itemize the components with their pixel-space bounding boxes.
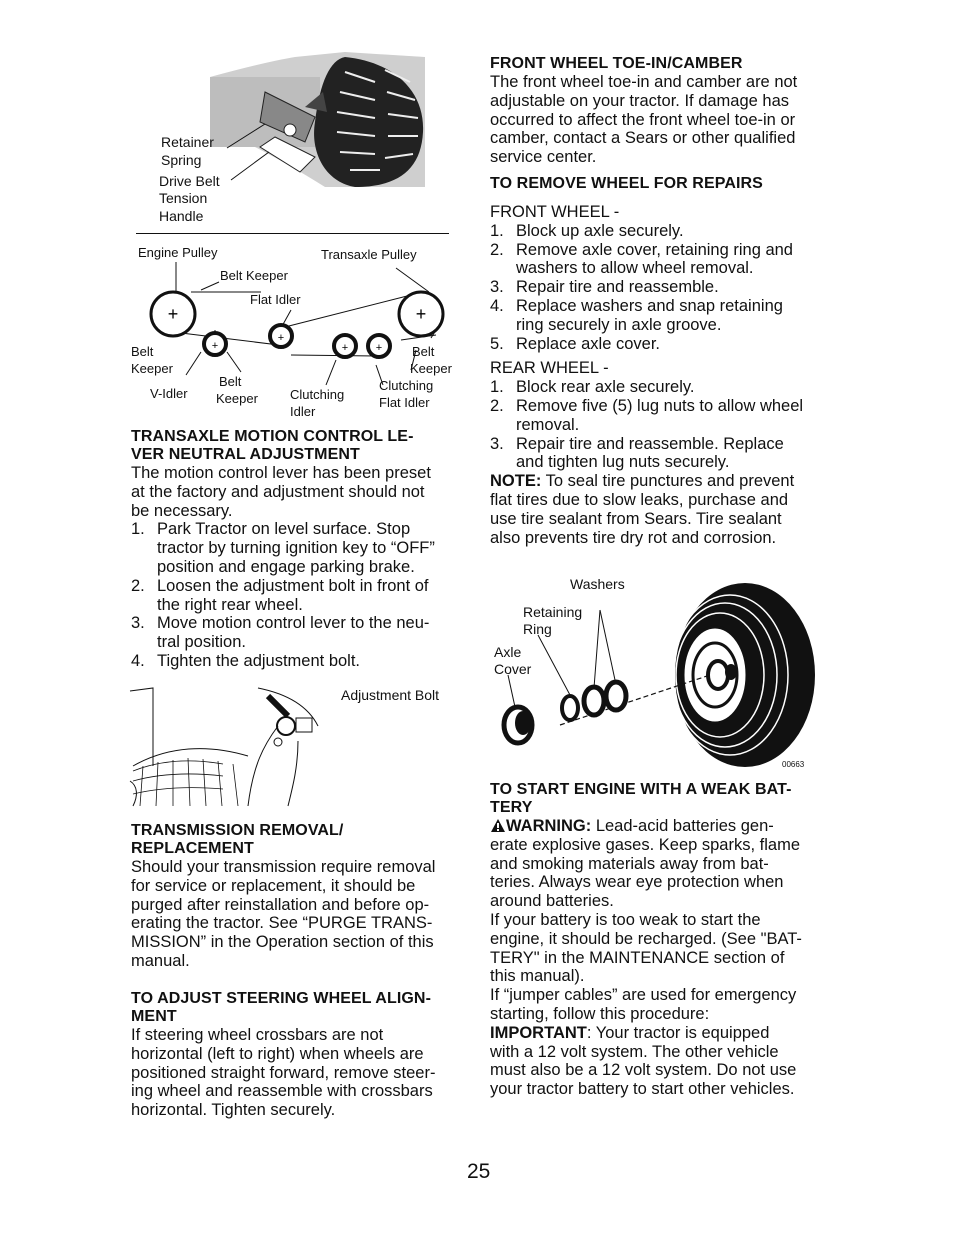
rear-wheel-label: REAR WHEEL - — [490, 359, 609, 378]
page-number: 25 — [467, 1160, 491, 1183]
list-item: 4. Replace washers and snap retaining ring securely in axle groove. — [490, 296, 783, 334]
label-ring: Ring — [523, 621, 552, 637]
warning-triangle-icon — [490, 818, 506, 833]
label-handle: Handle — [159, 208, 204, 224]
label-clutching-flat-idler-1: Clutching — [379, 378, 434, 393]
label-belt-keeper-mid-1: Belt — [219, 374, 242, 389]
list-item: 1. Block up axle securely. — [490, 221, 684, 240]
text-line: service center. — [490, 148, 597, 167]
text-line: your tractor battery to start other vehicles. — [490, 1080, 795, 1099]
text-line: occurred to affect the front wheel toe-in or — [490, 110, 796, 129]
label-washers: Washers — [570, 576, 625, 592]
label-belt-keeper-right-2: Keeper — [410, 361, 452, 376]
important-line: IMPORTANT: Your tractor is equipped — [490, 1023, 770, 1042]
text-line: starting, follow this procedure: — [490, 1004, 710, 1023]
text-line: Should your transmission require removal — [131, 858, 436, 876]
text-line: teries. Always wear eye protection when — [490, 873, 784, 892]
important-label: IMPORTANT — [490, 1023, 587, 1042]
figure-code: 00663 — [782, 760, 805, 769]
label-tension: Tension — [159, 190, 208, 206]
label-belt-keeper-top: Belt Keeper — [220, 268, 288, 283]
rear-wheel-steps — [490, 378, 825, 472]
label-axle: Axle — [494, 644, 522, 660]
list-item: 3. Repair tire and reassemble. — [490, 278, 719, 297]
list-item: 2. Loosen the adjustment bolt in front of the right rear wheel. — [131, 576, 429, 614]
label-transaxle-pulley: Transaxle Pulley — [321, 247, 417, 262]
transaxle-heading-2: VER NEUTRAL ADJUSTMENT — [131, 446, 360, 463]
transaxle-intro-1: The motion control lever has been preset — [131, 464, 431, 482]
text-line: camber, contact a Sears or other qualified — [490, 129, 796, 148]
text-line: erate explosive gases. Keep sparks, flame — [490, 835, 800, 854]
toe-in-section — [490, 55, 825, 167]
svg-text:+: + — [167, 304, 179, 324]
transaxle-heading-1: TRANSAXLE MOTION CONTROL LE- — [131, 428, 414, 445]
warning-label: WARNING: — [506, 817, 592, 835]
label-belt-keeper-left-1: Belt — [131, 344, 154, 359]
svg-text:+: + — [211, 340, 219, 352]
list-item: 2. Remove axle cover, retaining ring and washers to allow wheel removal. — [490, 240, 793, 278]
repairs-heading: TO REMOVE WHEEL FOR REPAIRS — [490, 175, 763, 192]
label-retaining: Retaining — [523, 604, 583, 620]
label-clutching-flat-idler-2: Flat Idler — [379, 395, 430, 410]
svg-text:+: + — [277, 332, 285, 344]
battery-section — [490, 781, 825, 1099]
text-line: MISSION” in the Operation section of this — [131, 933, 434, 952]
list-item: 2. Remove five (5) lug nuts to allow wheel removal. — [490, 396, 804, 434]
steering-heading-1: TO ADJUST STEERING WHEEL ALIGN- — [131, 990, 432, 1007]
label-engine-pulley: Engine Pulley — [138, 245, 218, 260]
repairs-section — [490, 175, 825, 547]
text-line: and smoking materials away from bat- — [490, 854, 769, 873]
text-line: ing wheel and reassemble with crossbars — [131, 1082, 433, 1101]
text-line: manual. — [131, 951, 190, 970]
text-line: positioned straight forward, remove steer- — [131, 1063, 436, 1082]
label-retainer: Retainer — [161, 134, 214, 150]
note-label: NOTE: — [490, 472, 542, 491]
text-line: with a 12 volt system. The other vehicle — [490, 1042, 779, 1061]
text-line: around batteries. — [490, 892, 614, 911]
text-line: If your battery is too weak to start the — [490, 910, 761, 929]
text-line: TERY" in the MAINTENANCE section of — [490, 948, 785, 967]
list-item: 5. Replace axle cover. — [490, 334, 660, 353]
label-adjustment-bolt: Adjustment Bolt — [341, 687, 440, 703]
text-line: horizontal. Tighten securely. — [131, 1101, 336, 1120]
svg-text:+: + — [415, 304, 427, 324]
steering-heading-2: MENT — [131, 1008, 177, 1025]
transaxle-steps — [131, 520, 461, 670]
text-line: If steering wheel crossbars are not — [131, 1026, 384, 1044]
front-wheel-label: FRONT WHEEL - — [490, 203, 620, 221]
text-line: this manual). — [490, 967, 585, 986]
text-line: flat tires due to slow leaks, purchase and — [490, 490, 789, 509]
svg-text:+: + — [341, 342, 349, 354]
label-clutching-idler-2: Idler — [290, 404, 316, 419]
adjustment-bolt-figure — [128, 686, 333, 811]
warning-line: WARNING: Lead-acid batteries gen- — [490, 817, 825, 836]
transaxle-intro-3: be necessary. — [131, 501, 233, 520]
text-line: If “jumper cables” are used for emergency — [490, 986, 797, 1005]
label-clutching-idler-1: Clutching — [290, 387, 345, 402]
text-line: engine, it should be recharged. (See "BAT- — [490, 929, 802, 948]
list-item: 3. Repair tire and reassemble. Replace and tighten lug nuts securely. — [490, 434, 784, 472]
label-belt-keeper-left-2: Keeper — [131, 361, 173, 376]
text-line: The front wheel toe-in and camber are not — [490, 73, 798, 91]
transaxle-intro-2: at the factory and adjustment should not — [131, 482, 425, 501]
transmission-heading-2: REPLACEMENT — [131, 840, 254, 857]
text-line: horizontal (left to right) when wheels are — [131, 1044, 424, 1063]
transaxle-section — [131, 428, 461, 671]
text-line: use tire sealant from Sears. Tire sealant — [490, 509, 782, 528]
text-line: erating the tractor. See “PURGE TRANS- — [131, 914, 433, 933]
label-cover: Cover — [494, 661, 532, 677]
toe-in-heading: FRONT WHEEL TOE-IN/CAMBER — [490, 55, 743, 72]
label-flat-idler: Flat Idler — [250, 292, 301, 307]
note-line: NOTE: To seal tire punctures and prevent — [490, 472, 795, 491]
label-v-idler: V-Idler — [150, 386, 188, 401]
label-drive-belt: Drive Belt — [159, 173, 220, 189]
text-line: for service or replacement, it should be — [131, 876, 416, 895]
svg-text:+: + — [375, 342, 383, 354]
list-item: 1. Park Tractor on level surface. Stop tractor by turning ignition key to “OFF” position and engage parking brake. — [131, 520, 435, 576]
label-belt-keeper-mid-2: Keeper — [216, 391, 258, 406]
front-wheel-steps — [490, 222, 825, 354]
list-item: 1. Block rear axle securely. — [490, 378, 695, 397]
text-line: must also be a 12 volt system. Do not use — [490, 1061, 797, 1080]
text-line: purged after reinstallation and before op- — [131, 895, 430, 914]
text-line: also prevents tire dry rot and corrosion. — [490, 528, 777, 547]
figure-divider — [136, 233, 449, 234]
transmission-section — [131, 822, 461, 971]
text-line: adjustable on your tractor. If damage has — [490, 91, 790, 110]
label-spring: Spring — [161, 152, 202, 168]
battery-heading-1: TO START ENGINE WITH A WEAK BAT- — [490, 781, 792, 798]
steering-section — [131, 990, 461, 1120]
list-item: 4. Tighten the adjustment bolt. — [131, 651, 361, 670]
label-belt-keeper-right-1: Belt — [412, 344, 435, 359]
battery-heading-2: TERY — [490, 799, 533, 816]
list-item: 3. Move motion control lever to the neu- tral position. — [131, 614, 430, 652]
transmission-heading-1: TRANSMISSION REMOVAL/ — [131, 822, 344, 839]
